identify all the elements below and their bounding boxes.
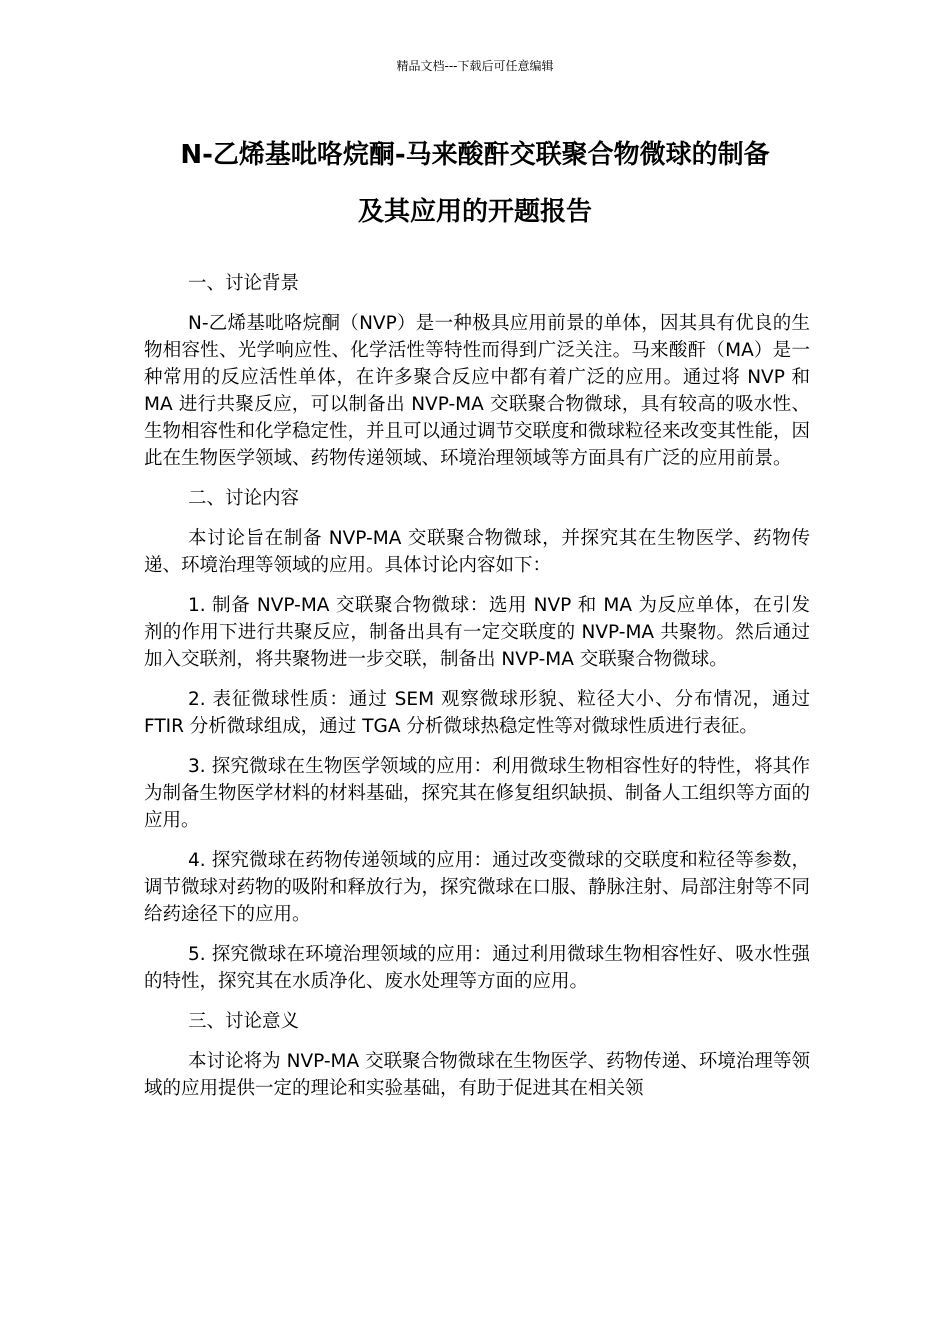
content-item-1: 1. 制备 NVP-MA 交联聚合物微球：选用 NVP 和 MA 为反应单体，在引发剂的作用下进行共聚反应，制备出具有一定交联度的 NVP-MA 共聚物。然后通过加入交联剂，将共聚物进一步交联，制备出 NVP-MA 交联聚合物微球。 bbox=[144, 595, 810, 670]
header-note: 精品文档---下载后可任意编辑 bbox=[396, 59, 554, 73]
document-body bbox=[144, 270, 810, 1115]
content-item-5: 5. 探究微球在环境治理领域的应用：通过利用微球生物相容性好、吸水性强的特性，探究其在水质净化、废水处理等方面的应用。 bbox=[144, 944, 810, 992]
section-heading-content: 二、讨论内容 bbox=[188, 488, 300, 509]
content-intro-paragraph: 本讨论旨在制备 NVP-MA 交联聚合物微球，并探究其在生物医学、药物传递、环境治理等领域的应用。具体讨论内容如下： bbox=[144, 528, 810, 576]
document-title-line-2: 及其应用的开题报告 bbox=[357, 197, 592, 227]
content-item-3: 3. 探究微球在生物医学领域的应用：利用微球生物相容性好的特性，将其作为制备生物医学材料的材料基础，探究其在修复组织缺损、制备人工组织等方面的应用。 bbox=[144, 756, 811, 831]
section-heading-significance: 三、讨论意义 bbox=[188, 1011, 300, 1032]
content-item-4: 4. 探究微球在药物传递领域的应用：通过改变微球的交联度和粒径等参数，调节微球对药物的吸附和释放行为，探究微球在口服、静脉注射、局部注射等不同给药途径下的应用。 bbox=[144, 850, 811, 925]
document-title-line-1: N-乙烯基吡咯烷酮-马来酸酐交联聚合物微球的制备 bbox=[180, 140, 770, 170]
background-paragraph: N-乙烯基吡咯烷酮（NVP）是一种极具应用前景的单体，因其具有优良的生物相容性、光学响应性、化学活性等特性而得到广泛关注。马来酸酐（MA）是一种常用的反应活性单体，在许多聚合反应中都有着广泛的应用。通过将 NVP 和 MA 进行共聚反应，可以制备出 NVP-MA 交联聚合物微球，具有较高的吸水性、生物相容性和化学稳定性，并且可以通过调节交联度和微球粒径来改变其性能，因此在生物医学领域、药物传递领域、环境治理领域等方面具有广泛的应用前景。 bbox=[144, 313, 811, 469]
significance-paragraph: 本讨论将为 NVP-MA 交联聚合物微球在生物医学、药物传递、环境治理等领域的应用提供一定的理论和实验基础，有助于促进其在相关领 bbox=[144, 1051, 810, 1099]
content-item-2: 2. 表征微球性质：通过 SEM 观察微球形貌、粒径大小、分布情况，通过 FTIR 分析微球组成，通过 TGA 分析微球热稳定性等对微球性质进行表征。 bbox=[144, 689, 810, 737]
section-heading-background: 一、讨论背景 bbox=[188, 273, 300, 294]
